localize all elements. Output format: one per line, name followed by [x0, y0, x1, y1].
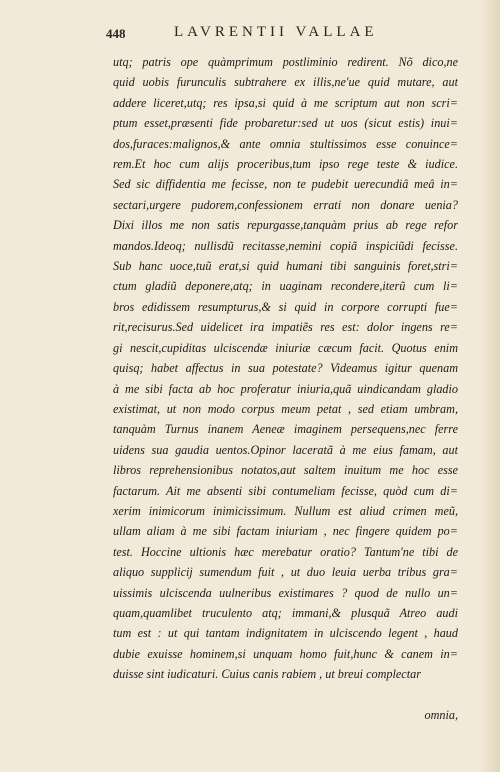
- page-edge-shadow: [482, 0, 500, 772]
- text-line: utq; patris ope quàmprimum postliminio redirent. Nõ dico,ne: [113, 55, 458, 69]
- text-line: uidens sua gaudia uentos.Opinor laceratã à me eius famam, aut: [113, 442, 458, 457]
- text-line: ptum esset,præsenti fide probaretur:sed ut uos (sicut estis) inui=: [113, 116, 458, 131]
- text-line: existimat, ut non modo corpus meum petat , sed etiam umbram,: [113, 401, 458, 416]
- page-header: [106, 24, 458, 46]
- text-line: rem.Et hoc cum alijs proceribus,tum ipso rege teste & iudice.: [113, 157, 458, 172]
- text-line: Sub hanc uoce,tuũ erat,si quid humani tibi sanguinis foret,stri=: [113, 259, 458, 274]
- text-line: test. Hoccine ultionis hæc merebatur oratio? Tantum'ne tibi de: [113, 544, 458, 559]
- page-number: 448: [106, 26, 126, 41]
- text-line: Sed sic diffidentia me fecisse, non te pudebit uerecundiâ meâ in=: [113, 177, 458, 192]
- body-text: [113, 52, 458, 685]
- text-line: uissimis ulciscenda uulneribus existimares ? quod de nullo un=: [113, 585, 458, 600]
- text-line: quam,quamlibet truculento atq; immani,& plusquã Atreo audi: [113, 605, 458, 620]
- text-line: dubie exuisse hominem,si unquam homo fuit,hunc & canem in=: [113, 646, 458, 661]
- text-line: gi nescit,cupiditas ulciscendæ iniuriæ cæcum facit. Quotus enim: [113, 340, 458, 355]
- text-line: sectari,urgere pudorem,confessionem errati non donare uenia?: [113, 197, 458, 212]
- text-line: duisse sint iudicaturi. Cuius canis rabiem , ut breui complectar: [113, 667, 421, 682]
- text-line: Dixi illos me non satis repurgasse,tanquàm prius ab rege refor: [113, 218, 458, 233]
- text-line: rit,recisurus.Sed uidelicet ira impatiẽs res est: dolor ingens re=: [113, 320, 458, 335]
- text-line: mandos.Ideoq; nullisdũ recitasse,nemini copiã inspiciũdi fecisse.: [113, 238, 458, 253]
- text-line: quisq; habet affectus in sua potestate? Videamus igitur quenam: [113, 361, 458, 376]
- running-head: LAVRENTII VALLAE: [174, 24, 378, 40]
- catchword: omnia,: [424, 708, 458, 722]
- text-line: addere liceret,utq; res ipsa,si quid à me scriptum aut non scri=: [113, 95, 458, 110]
- text-line: dos,furaces:malignos,& ante omnia stultissimos esse conuince=: [113, 136, 458, 151]
- text-line: tanquàm Turnus inanem Aeneæ imaginem persequens,nec ferre: [113, 422, 458, 437]
- text-line: bros edidissem resumpturus,& si quid in corpore corrupti fue=: [113, 299, 458, 314]
- text-line: ctum gladiũ deponere,atq; in uaginam recondere,iterũ cum li=: [113, 279, 458, 294]
- text-line: à me sibi facta ab hoc proferatur iniuria,quã uindicandam gladio: [113, 381, 458, 396]
- text-line: quid uobis furunculis subtrahere ex illis,ne'ue quid mutare, aut: [113, 75, 458, 90]
- text-line: libros reprehensionibus notatos,aut saltem inuitum me hoc esse: [113, 463, 458, 478]
- text-line: aliquo supplicij sumendum fuit , ut duo leuia uerba tribus gra=: [113, 565, 458, 580]
- text-line: ullam aliam à me sibi factam iniuriam , nec fingere quidem po=: [113, 524, 458, 539]
- text-line: xerim inimicorum inimicissimum. Nullum est aliud crimen meũ,: [113, 503, 458, 518]
- text-line: tum est : ut qui tantam indignitatem in ulciscendo legent , haud: [113, 626, 458, 641]
- text-line: factarum. Ait me absenti sibi contumeliam fecisse, quòd cum di=: [113, 483, 458, 498]
